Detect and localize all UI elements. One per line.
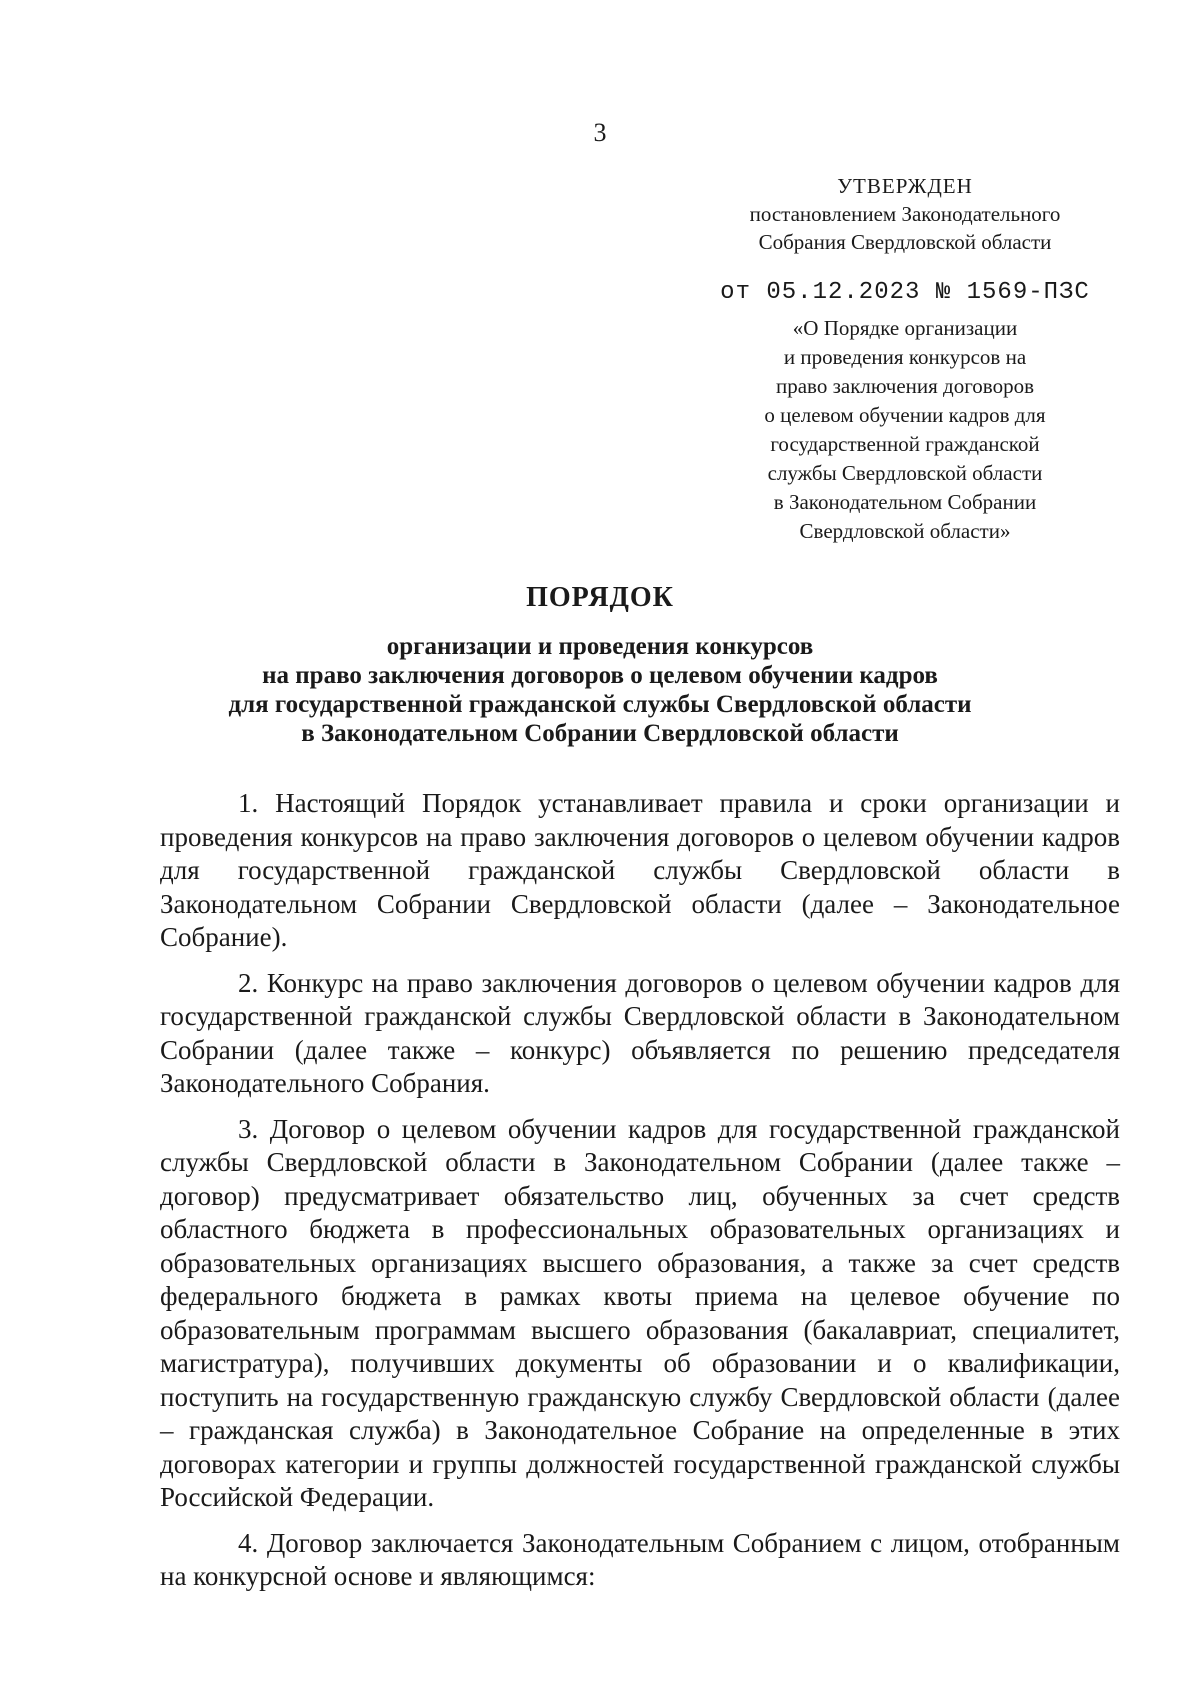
document-subtitle (80, 632, 1120, 748)
approval-stamp-block (700, 172, 1110, 546)
decree-title (700, 314, 1110, 546)
approval-line-2: Собрания Свердловской области (758, 230, 1052, 254)
decree-title-line: о целевом обучении кадров для (764, 403, 1046, 427)
decree-title-line: и проведения конкурсов на (783, 345, 1027, 369)
subtitle-line: для государственной гражданской службы Свердловской области (228, 691, 972, 718)
approved-label: УТВЕРЖДЕН (837, 174, 973, 198)
decree-title-line: службы Свердловской области (767, 461, 1043, 485)
decree-title-line: государственной гражданской (770, 432, 1040, 456)
subtitle-line: на право заключения договоров о целевом обучении кадров (262, 662, 938, 689)
page-number: 3 (593, 118, 607, 147)
decree-title-line: в Законодательном Собрании (773, 490, 1037, 514)
approval-line-1: постановлением Законодательного (749, 202, 1061, 226)
paragraph-3: 3. Договор о целевом обучении кадров для государственной гражданской службы Свердловской области в Законодательном Собрании (далее также – договор) предусматривает обязательство лиц, обученных за счет средств областного бюджета в профессиональных образовательных организациях и образовательных организациях высшего образования, а также за счет средств федерального бюджета в рамках квоты приема на целевое обучение по образовательным программам высшего образования (бакалавриат, специалитет, магистратура), получивших документы об образовании и о квалификации, поступить на государственную гражданскую службу Свердловской области (далее – гражданская служба) в Законодательное Собрание на определенные в этих договорах категории и группы должностей государственной гражданской службы Российской Федерации. (160, 1113, 1120, 1512)
decree-title-line: «О Порядке организации (792, 316, 1018, 340)
decree-reference: от 05.12.2023 № 1569-ПЗС (720, 279, 1090, 306)
document-title: ПОРЯДОК (526, 582, 674, 613)
paragraph-2: 2. Конкурс на право заключения договоров о целевом обучении кадров для государственной гражданской службы Свердловской области в Законодательном Собрании (далее также – конкурс) объявляется по решению председателя Законодательного Собрания. (160, 967, 1120, 1098)
subtitle-line: в Законодательном Собрании Свердловской области (301, 720, 899, 747)
paragraph-4: 4. Договор заключается Законодательным Собранием с лицом, отобранным на конкурсной основе и являющимся: (160, 1527, 1120, 1591)
document-body (160, 787, 1120, 1606)
decree-title-line: Свердловской области» (799, 519, 1011, 543)
decree-title-line: право заключения договоров (776, 374, 1034, 398)
subtitle-line: организации и проведения конкурсов (386, 633, 814, 660)
paragraph-1: 1. Настоящий Порядок устанавливает правила и сроки организации и проведения конкурсов на право заключения договоров о целевом обучении кадров для государственной гражданской службы Свердловской области в Законодательном Собрании Свердловской области (далее – Законодательное Собрание). (160, 788, 1120, 952)
document-heading (80, 582, 1120, 748)
